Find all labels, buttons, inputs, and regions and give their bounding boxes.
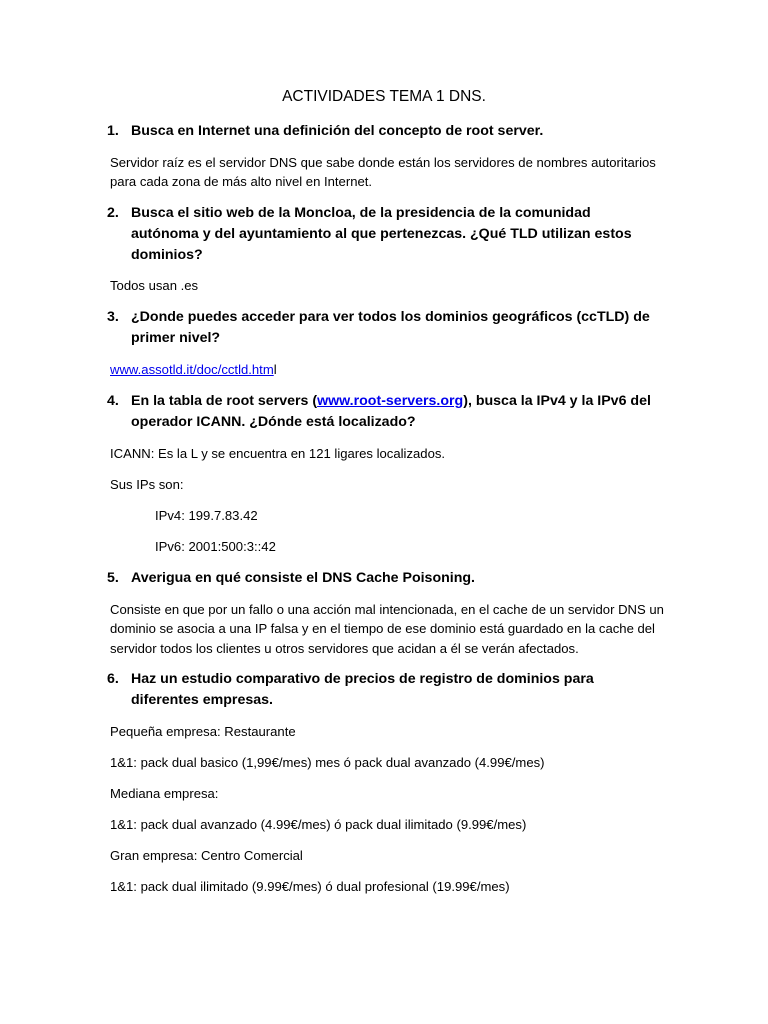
- question-number: 5.: [107, 570, 119, 586]
- root-servers-link[interactable]: www.root-servers.org: [317, 393, 464, 409]
- answer-6-large-price: 1&1: pack dual ilimitado (9.99€/mes) ó dual profesional (19.99€/mes): [110, 879, 510, 894]
- question-text: ¿Donde puedes acceder para ver todos los dominios geográficos (ccTLD) de primer nivel?: [131, 309, 650, 346]
- answer-6-small-price: 1&1: pack dual basico (1,99€/mes) mes ó pack dual avanzado (4.99€/mes): [110, 755, 545, 770]
- question-number: 4.: [107, 393, 119, 409]
- question-1: [107, 121, 661, 142]
- question-3: [107, 307, 661, 349]
- question-number: 2.: [107, 205, 119, 221]
- answer-3: [110, 360, 670, 379]
- answer-1: Servidor raíz es el servidor DNS que sabe donde están los servidores de nombres autoritarios para cada zona de más alto nivel en Internet.: [110, 155, 656, 190]
- answer-4-icann: ICANN: Es la L y se encuentra en 121 ligares localizados.: [110, 446, 446, 461]
- answer-4-ips-label: Sus IPs son:: [110, 477, 184, 492]
- question-4: [107, 391, 661, 433]
- answer-6-large: Gran empresa: Centro Comercial: [110, 848, 303, 863]
- question-2: [107, 203, 661, 265]
- question-number: 3.: [107, 309, 119, 325]
- question-text: Haz un estudio comparativo de precios de registro de dominios para diferentes empresas.: [131, 671, 594, 708]
- question-text-before: En la tabla de root servers (: [131, 393, 318, 409]
- question-number: 1.: [107, 123, 119, 139]
- question-number: 6.: [107, 671, 119, 687]
- answer-5: Consiste en que por un fallo o una acción mal intencionada, en el cache de un servidor DNS un dominio se asocia a una IP falsa y en el tiempo de ese dominio está guardado en la cache del servidor todos los clientes u otros servidores que acidan a él se verán afectados.: [110, 602, 664, 656]
- question-text: Busca en Internet una definición del concepto de root server.: [131, 123, 544, 139]
- question-5: [107, 568, 661, 589]
- question-text: Averigua en qué consiste el DNS Cache Poisoning.: [131, 570, 475, 586]
- answer-6-medium: Mediana empresa:: [110, 786, 219, 801]
- link-suffix: l: [273, 362, 277, 377]
- question-text-after: ), busca la IPv4 y la IPv6 del operador ICANN. ¿Dónde está localizado?: [131, 393, 651, 430]
- question-text: Busca el sitio web de la Moncloa, de la presidencia de la comunidad autónoma y del ayuntamiento al que pertenezcas. ¿Qué TLD utilizan estos dominios?: [131, 205, 632, 263]
- question-6: [107, 669, 661, 711]
- answer-4-ipv6: IPv6: 2001:500:3::42: [155, 539, 276, 554]
- document-title: ACTIVIDADES TEMA 1 DNS.: [282, 88, 486, 105]
- answer-6-small: Pequeña empresa: Restaurante: [110, 724, 296, 739]
- answer-4-ipv4: IPv4: 199.7.83.42: [155, 508, 258, 523]
- answer-6-medium-price: 1&1: pack dual avanzado (4.99€/mes) ó pack dual ilimitado (9.99€/mes): [110, 817, 527, 832]
- cctld-link[interactable]: www.assotld.it/doc/cctld.htm: [110, 362, 274, 377]
- answer-2: Todos usan .es: [110, 278, 199, 293]
